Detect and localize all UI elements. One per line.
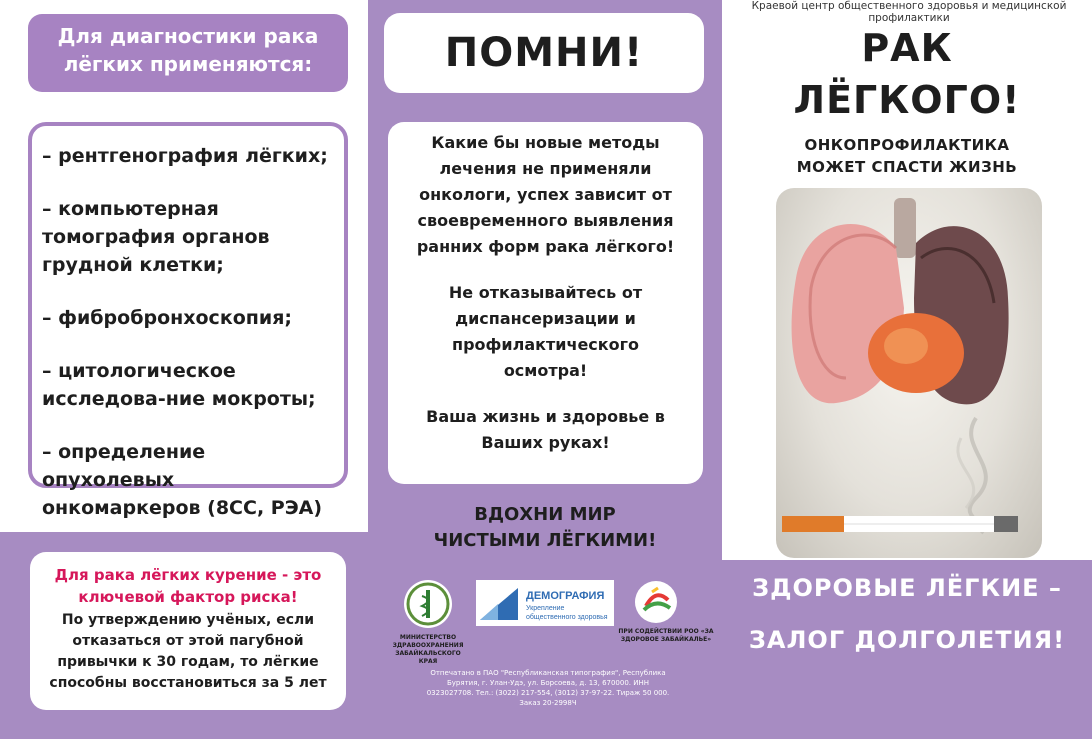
lungs-icon bbox=[776, 188, 1042, 558]
print-info: Отпечатано в ПАО "Республиканская типография", Республика Бурятия, г. Улан-Удэ, ул. Борсоева, д. 13, 670000. ИНН 0323027708. Тел.: (3022) 217-554, (3012) 37-97-22. Тираж 50 000. Заказ 20-2998Ч bbox=[426, 669, 670, 707]
demography-title: ДЕМОГРАФИЯ bbox=[526, 590, 605, 602]
advice-box bbox=[388, 122, 703, 484]
risk-box bbox=[30, 552, 346, 710]
advice-paragraph: Ваша жизнь и здоровье в Ваших руках! bbox=[426, 407, 665, 452]
diagnostics-list bbox=[28, 122, 348, 519]
list-item: – фибробронхоскопия; bbox=[42, 307, 293, 329]
demography-subtitle: Укрепление общественного здоровья bbox=[526, 605, 608, 621]
ministry-logo bbox=[388, 578, 468, 665]
page-title: РАК ЛЁГКОГО! bbox=[793, 26, 1021, 122]
health-slogan-1: ЗДОРОВЫЕ ЛЁГКИЕ – bbox=[752, 574, 1062, 602]
list-item: – определение опухолевых онкомаркеров (8СС, РЭА) bbox=[42, 441, 323, 519]
risk-text: По утверждению учёных, если отказаться от этой пагубной привычки к 30 годам, то лёгкие способны восстановиться за 5 лет bbox=[49, 612, 327, 691]
list-item: – компьютерная томография органов грудной клетки; bbox=[42, 198, 270, 276]
org-name: Краевой центр общественного здоровья и медицинской профилактики bbox=[751, 0, 1067, 24]
left-title: Для диагностики рака лёгких применяются: bbox=[28, 14, 348, 92]
advice-paragraph: Не отказывайтесь от диспансеризации и профилактического осмотра! bbox=[448, 283, 643, 380]
demography-icon bbox=[476, 580, 522, 626]
pomni-banner: ПОМНИ! bbox=[384, 13, 704, 93]
health-slogan-2: ЗАЛОГ ДОЛГОЛЕТИЯ! bbox=[748, 626, 1066, 654]
lungs-image bbox=[776, 188, 1042, 558]
risk-heading: Для рака лёгких курение - это ключевой фактор риска! bbox=[54, 566, 322, 606]
roo-caption: ПРИ СОДЕЙСТВИИ РОО «ЗА ЗДОРОВОЕ ЗАБАЙКАЛЬЕ» bbox=[618, 628, 714, 643]
demography-logo bbox=[476, 580, 614, 626]
slogan: ВДОХНИ МИР ЧИСТЫМИ ЛЁГКИМИ! bbox=[433, 504, 657, 551]
list-item: – цитологическое исследова-ние мокроты; bbox=[42, 360, 316, 410]
subtitle: ОНКОПРОФИЛАКТИКА МОЖЕТ СПАСТИ ЖИЗНЬ bbox=[796, 136, 1018, 176]
advice-paragraph: Какие бы новые методы лечения не применяли онкологи, успех зависит от своевременного выявления ранних форм рака лёгкого! bbox=[416, 133, 675, 256]
list-item: – рентгенография лёгких; bbox=[42, 145, 328, 167]
ministry-caption: МИНИСТЕРСТВО ЗДРАВООХРАНЕНИЯ ЗАБАЙКАЛЬСКОГО КРАЯ bbox=[392, 634, 464, 665]
roo-icon bbox=[616, 580, 716, 624]
roo-logo bbox=[616, 580, 716, 652]
emblem-icon bbox=[388, 578, 468, 630]
